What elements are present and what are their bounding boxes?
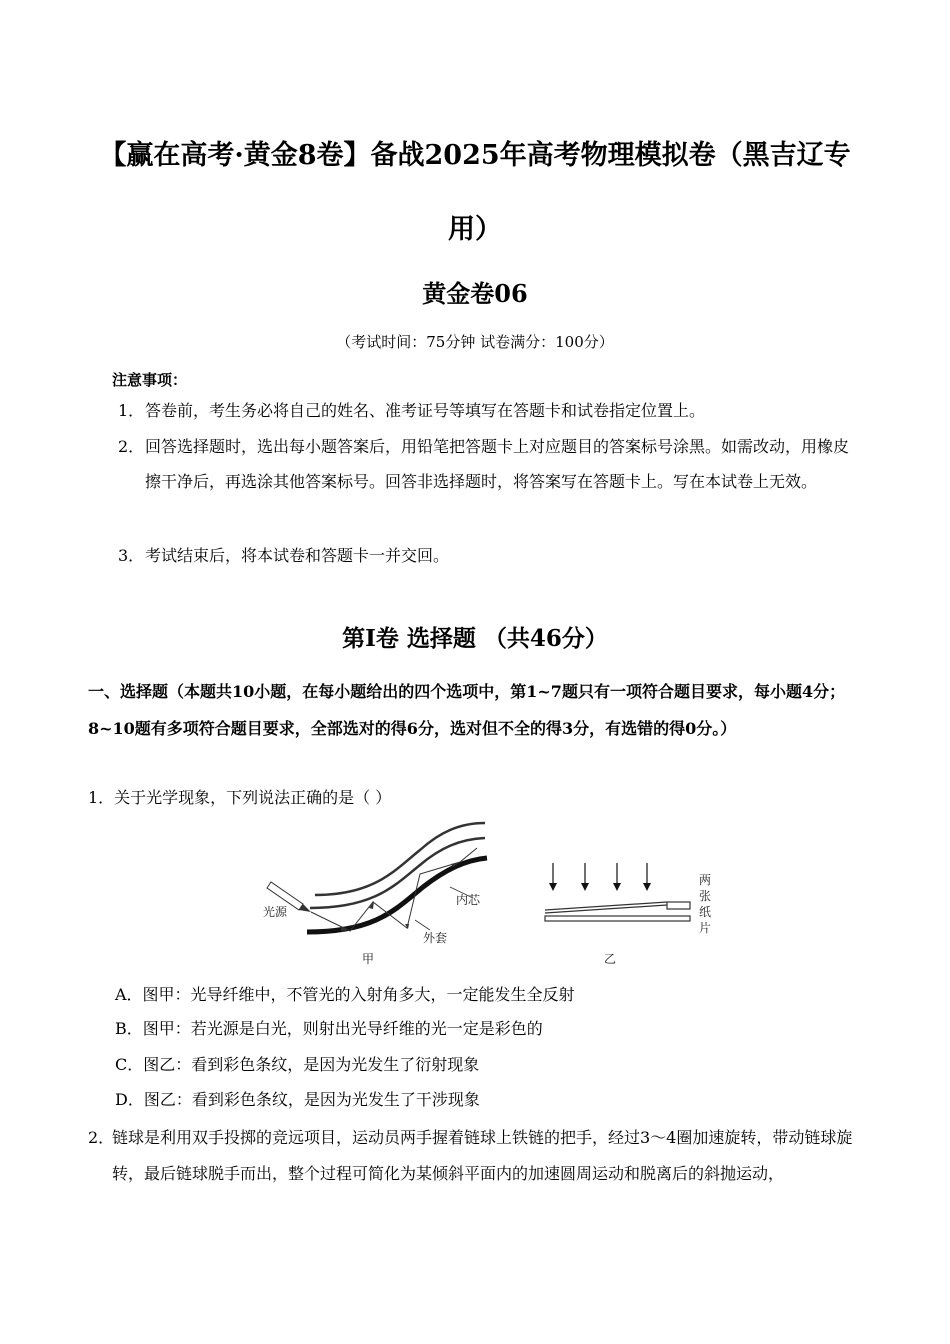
notice-item-number: 1． [118, 401, 145, 420]
notice-item-text: 答卷前，考生务必将自己的姓名、准考证号等填写在答题卡和试卷指定位置上。 [145, 401, 706, 420]
question-1-stem: 1．关于光学现象，下列说法正确的是（ ） [88, 788, 392, 807]
exam-info: （考试时间：75分钟 试卷满分：100分） [336, 333, 614, 351]
label-two-papers-1: 两 [699, 873, 712, 887]
notice-item-3 [118, 538, 863, 573]
section-title: 第Ⅰ卷 选择题 （共46分） [342, 625, 608, 652]
notice-item-text: 考试结束后，将本试卷和答题卡一并交回。 [145, 546, 450, 565]
question-1-option-a: A．图甲：光导纤维中，不管光的入射角多大，一定能发生全反射 [115, 985, 575, 1004]
optical-fiber-diagram [263, 823, 487, 966]
label-two-papers-2: 张 [699, 889, 712, 903]
label-two-papers-4: 片 [699, 921, 712, 935]
notice-title: 注意事项： [112, 371, 188, 389]
label-light-source: 光源 [263, 905, 288, 919]
notice-item-1 [118, 393, 863, 428]
notice-item-number: 3． [118, 546, 145, 565]
paper-subtitle: 黄金卷06 [422, 279, 528, 308]
label-cladding: 外套 [423, 931, 448, 945]
document-title-line1: 【赢在高考·黄金8卷】备战2025年高考物理模拟卷（黑吉辽专 [99, 140, 851, 171]
question-1-option-b: B．图甲：若光源是白光，则射出光导纤维的光一定是彩色的 [115, 1019, 543, 1038]
question-2-number: 2． [88, 1128, 115, 1147]
notice-item-text: 回答选择题时，选出每小题答案后，用铅笔把答题卡上对应题目的答案标号涂黑。如需改动，用橡皮擦干净后，再选涂其他答案标号。回答非选择题时，将答案写在答题卡上。写在本试卷上无效。 [145, 437, 850, 491]
incident-light-arrows [553, 863, 647, 884]
notice-item-number: 2． [118, 437, 145, 456]
question-1-figure [255, 820, 725, 970]
label-figure-a: 甲 [362, 952, 375, 966]
label-figure-b: 乙 [604, 952, 617, 966]
question-1-option-d: D．图乙：看到彩色条纹，是因为光发生了干涉现象 [115, 1090, 480, 1109]
label-two-papers-3: 纸 [699, 905, 712, 919]
notice-item-2 [118, 429, 863, 499]
section-instructions: 一、选择题（本题共10小题，在每小题给出的四个选项中，第1~7题只有一项符合题目要求，每小题4分；8~10题有多项符合题目要求，全部选对的得6分，选对但不全的得3分，有选错的得0分。） [88, 682, 846, 738]
question-1-option-c: C．图乙：看到彩色条纹，是因为光发生了衍射现象 [115, 1055, 480, 1074]
two-papers-diagram [545, 863, 711, 966]
document-title-line2: 用） [448, 214, 502, 245]
question-2-stem [88, 1120, 868, 1192]
label-core: 内芯 [456, 893, 481, 907]
question-2-text: 链球是利用双手投掷的竞远项目，运动员两手握着链球上铁链的把手，经过3～4圈加速旋转，带动链球旋转，最后链球脱手而出，整个过程可简化为某倾斜平面内的加速圆周运动和脱离后的斜抛运动， [112, 1128, 853, 1183]
